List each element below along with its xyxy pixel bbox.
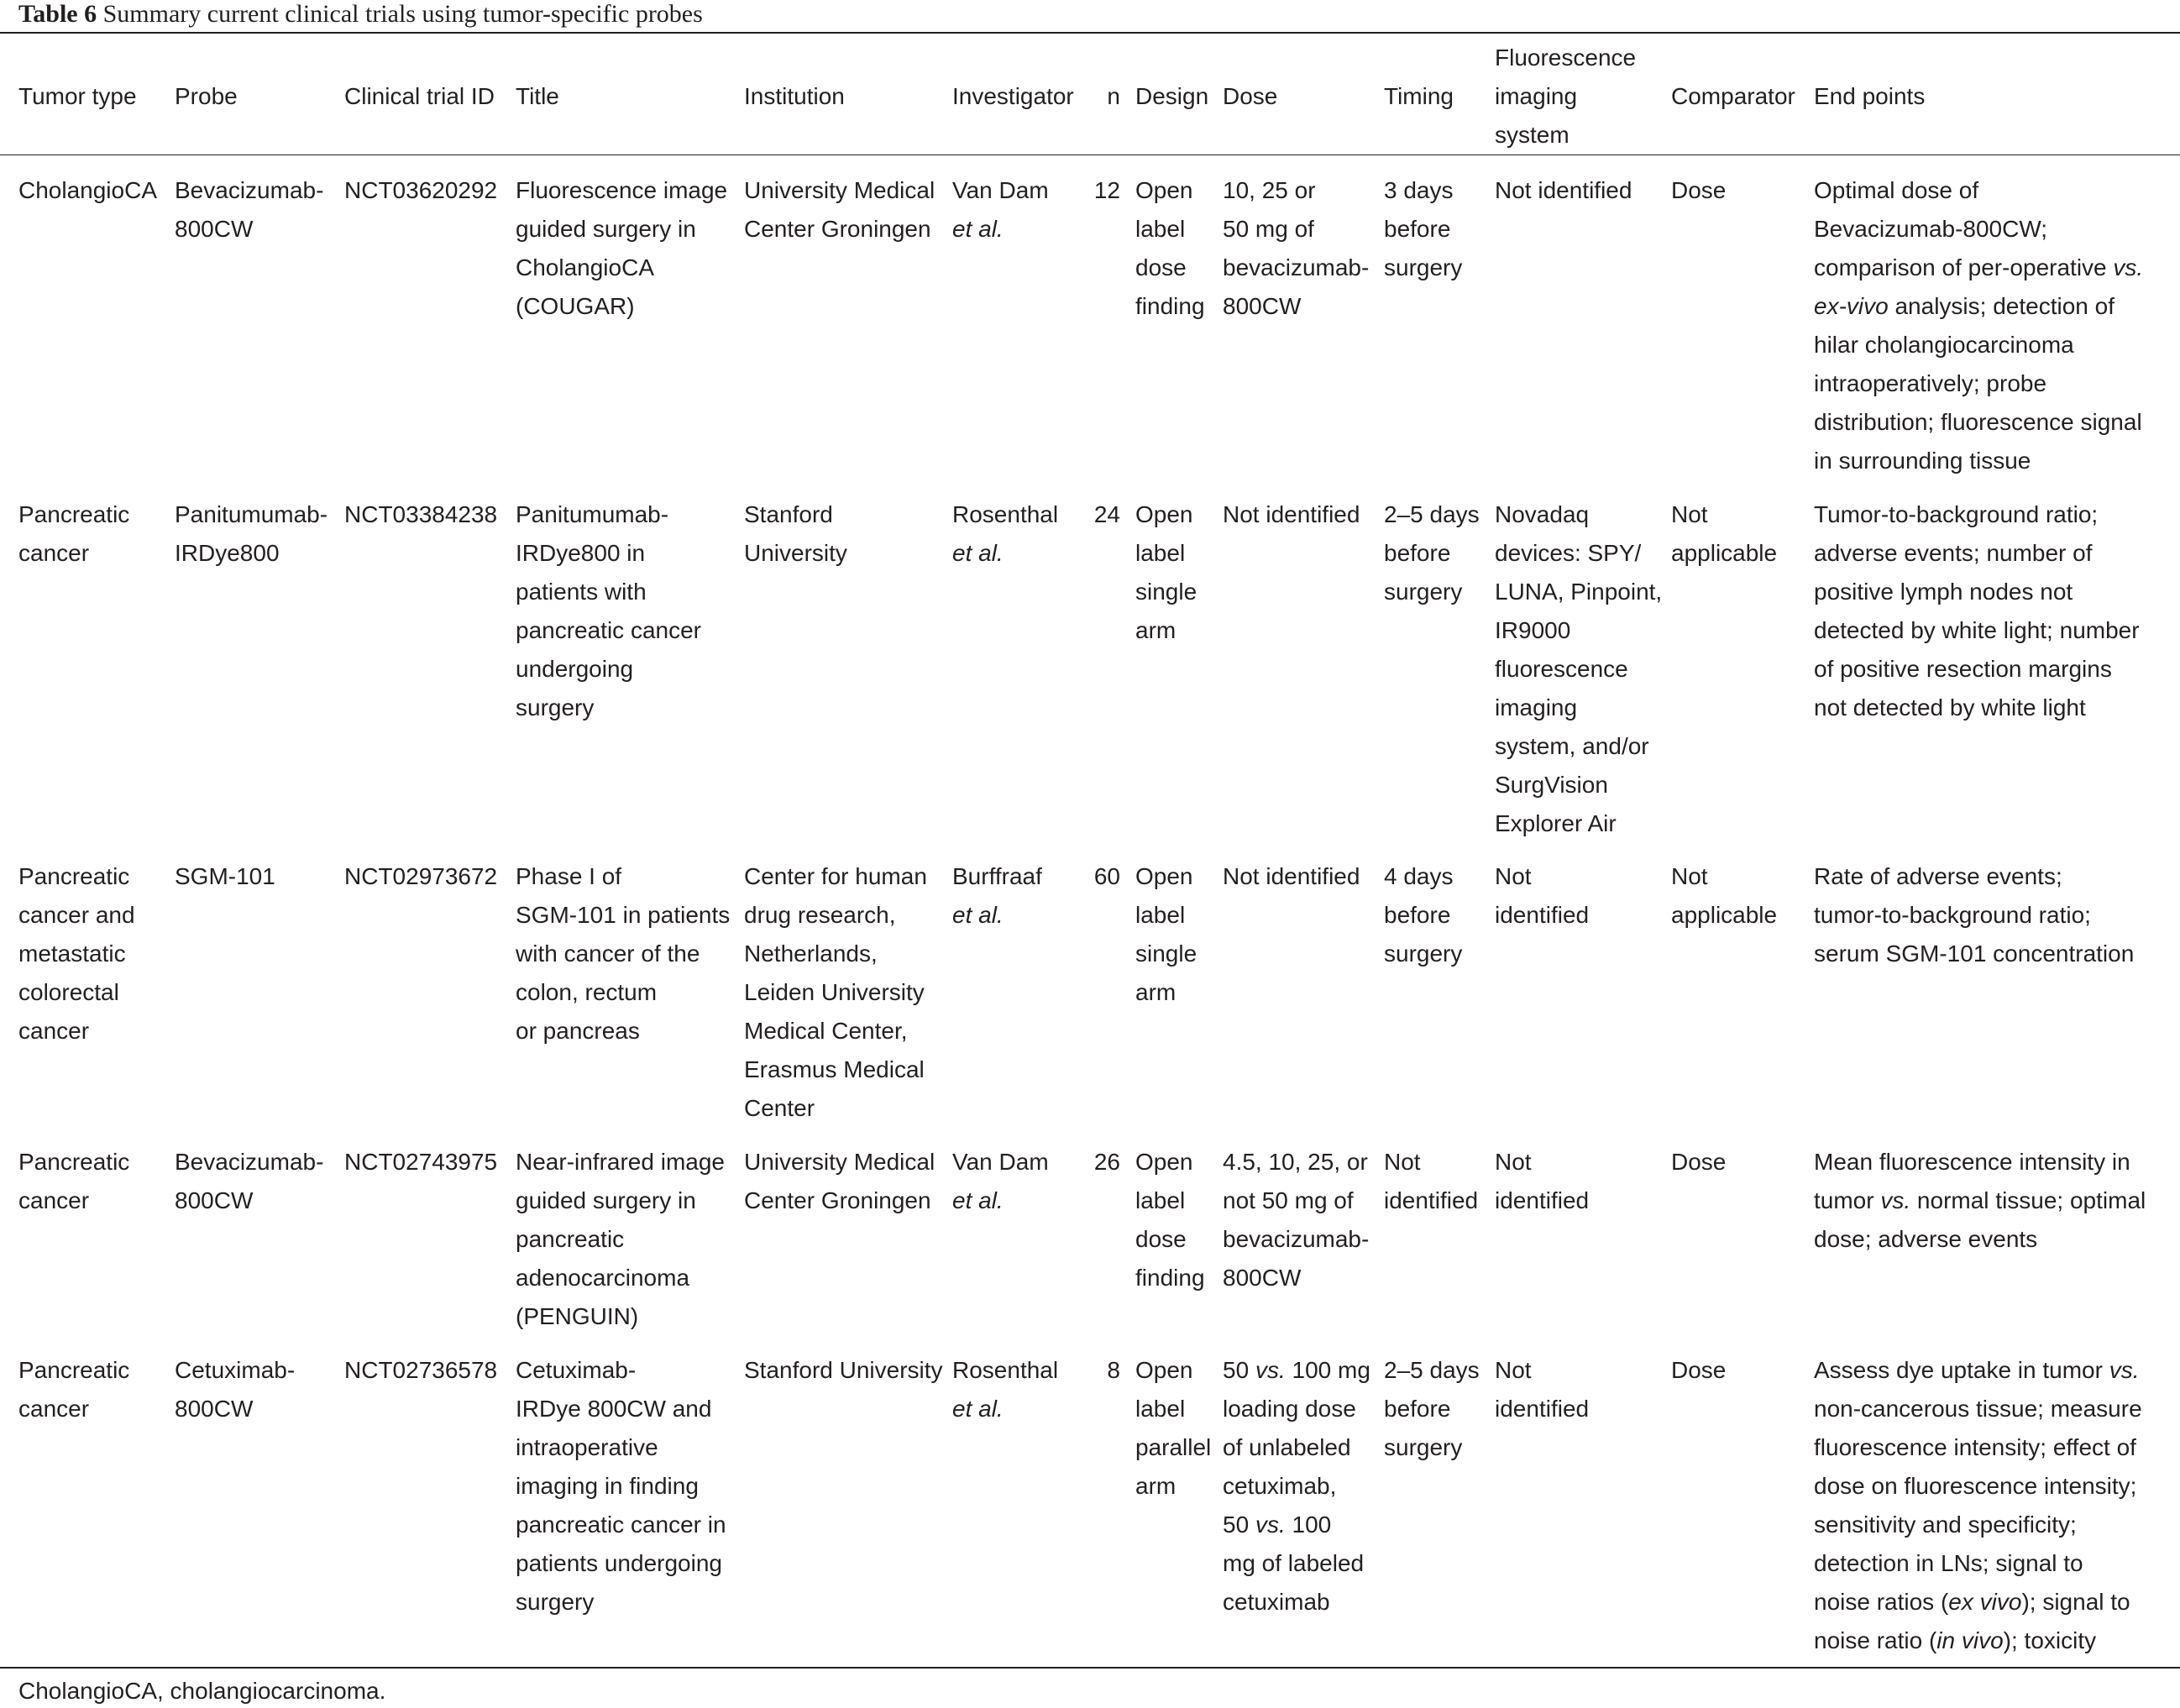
cell-text: surgery	[516, 1589, 595, 1615]
cell-text: drug research,	[744, 902, 896, 928]
cell-text: fluorescence intensity; effect of	[1814, 1434, 2136, 1460]
cell-text: CholangioCA	[18, 177, 157, 203]
header-comparator	[1671, 77, 1795, 116]
table-cell-comparator	[1671, 857, 1777, 935]
cell-text: parallel	[1135, 1434, 1212, 1460]
cell-text: NCT03620292	[344, 177, 498, 203]
header-title	[516, 77, 559, 116]
table-cell-tumor-type	[18, 1351, 129, 1428]
cell-text: Not	[1671, 501, 1708, 527]
cell-text: dose	[1135, 1226, 1187, 1252]
cell-text: Pancreatic	[18, 501, 130, 527]
header-label: n	[1107, 83, 1120, 109]
cell-text: NCT02743975	[344, 1149, 498, 1175]
cell-text: Assess dye uptake in tumor vs.	[1814, 1357, 2140, 1383]
cell-text: NCT03384238	[344, 501, 498, 527]
table-cell-design	[1135, 1351, 1211, 1506]
cell-text: Fluorescence image	[516, 177, 728, 203]
cell-text: tumor-to-background ratio;	[1814, 902, 2091, 928]
cell-text: comparison of per-operative vs.	[1814, 254, 2144, 280]
header-label: Institution	[744, 83, 845, 109]
cell-text: Center	[744, 1095, 815, 1121]
cell-text: Optimal dose of	[1814, 177, 1979, 203]
cell-text: label	[1135, 216, 1186, 242]
cell-text: 60	[1093, 863, 1120, 889]
table-cell-investigator	[952, 171, 1049, 249]
header-label: system	[1495, 122, 1569, 148]
cell-text: 4.5, 10, 25, or	[1223, 1149, 1368, 1175]
cell-text: surgery	[1384, 579, 1463, 605]
header-trial-id	[344, 77, 495, 116]
cell-text: applicable	[1671, 540, 1778, 566]
cell-text: Bevacizumab-	[175, 177, 324, 203]
cell-text: dose; adverse events	[1814, 1226, 2038, 1252]
cell-text: label	[1135, 1187, 1186, 1213]
table-cell-imaging	[1495, 1143, 1589, 1220]
table-cell-end-points	[1814, 171, 2143, 480]
header-n	[1080, 77, 1120, 116]
cell-text: Center Groningen	[744, 1187, 931, 1213]
table-cell-institution	[744, 495, 847, 573]
cell-text: dose on fluorescence intensity;	[1814, 1473, 2137, 1499]
table-cell-institution	[744, 1143, 935, 1220]
cell-text: (COUGAR)	[516, 293, 635, 319]
header-imaging	[1495, 39, 1636, 155]
cell-text: not detected by white light	[1814, 694, 2086, 720]
table-cell-comparator	[1671, 495, 1777, 573]
table-cell-tumor-type	[18, 495, 129, 573]
cell-text: bevacizumab-	[1223, 254, 1370, 280]
cell-text: et al.	[952, 1396, 1004, 1422]
table-cell-n	[1080, 495, 1120, 534]
cell-text: NCT02736578	[344, 1357, 498, 1383]
table-cell-n	[1080, 1143, 1120, 1181]
cell-text: before	[1384, 216, 1451, 242]
header-end-points	[1814, 77, 1925, 116]
table-cell-design	[1135, 171, 1205, 326]
table-cell-probe	[175, 1351, 295, 1428]
cell-text: cetuximab,	[1223, 1473, 1337, 1499]
cell-text: cancer	[18, 1187, 90, 1213]
cell-text: Open	[1135, 863, 1193, 889]
table-cell-dose	[1223, 1351, 1370, 1622]
header-label: Investigator	[952, 83, 1074, 109]
cell-text: mg of labeled	[1223, 1550, 1365, 1576]
cell-text: Pancreatic	[18, 1357, 130, 1383]
cell-text: Center Groningen	[744, 216, 931, 242]
cell-text: 4 days	[1384, 863, 1454, 889]
cell-text: Center for human	[744, 863, 927, 889]
cell-text: before	[1384, 540, 1451, 566]
cell-text: dose	[1135, 254, 1187, 280]
table-cell-end-points	[1814, 1143, 2146, 1259]
table-cell-end-points	[1814, 1351, 2142, 1660]
table-cell-n	[1080, 171, 1120, 210]
cell-text: University Medical	[744, 177, 935, 203]
cell-text: LUNA, Pinpoint,	[1495, 579, 1663, 605]
cell-text: IRDye 800CW and	[516, 1396, 712, 1422]
cell-text: before	[1384, 902, 1451, 928]
cell-text: IR9000	[1495, 617, 1571, 643]
header-probe	[175, 77, 238, 116]
cell-text: identified	[1495, 902, 1590, 928]
cell-text: Not	[1671, 863, 1708, 889]
cell-text: intraoperative	[516, 1434, 658, 1460]
cell-text: IRDye800	[175, 540, 280, 566]
table-cell-timing	[1384, 857, 1462, 973]
cell-text: colon, rectum	[516, 979, 658, 1005]
cell-text: 2–5 days	[1384, 1357, 1480, 1383]
cell-text: cancer	[18, 1396, 90, 1422]
table-cell-trial-id	[344, 1143, 497, 1181]
cell-text: 10, 25 or	[1223, 177, 1316, 203]
table-cell-investigator	[952, 1351, 1058, 1428]
table-cell-imaging	[1495, 857, 1589, 935]
table-cell-timing	[1384, 1143, 1478, 1220]
cell-text: Netherlands,	[744, 940, 878, 967]
cell-text: et al.	[952, 1187, 1004, 1213]
cell-text: 2–5 days	[1384, 501, 1480, 527]
header-label: imaging	[1495, 83, 1578, 109]
table-cell-institution	[744, 1351, 943, 1390]
table-cell-trial-id	[344, 857, 497, 896]
cell-text: finding	[1135, 293, 1205, 319]
table-cell-dose	[1223, 495, 1360, 534]
cell-text: colorectal	[18, 979, 119, 1005]
cell-text: 24	[1093, 501, 1120, 527]
cell-text: Dose	[1671, 1357, 1727, 1383]
cell-text: fluorescence	[1495, 656, 1628, 682]
table-cell-timing	[1384, 495, 1480, 611]
table-footnote: CholangioCA, cholangiocarcinoma.	[18, 1678, 386, 1704]
table-cell-trial-id	[344, 171, 497, 210]
header-institution	[744, 77, 845, 116]
header-label: Timing	[1384, 83, 1454, 109]
cell-text: loading dose	[1223, 1396, 1356, 1422]
cell-text: 800CW	[1223, 293, 1302, 319]
cell-text: 50 mg of	[1223, 216, 1314, 242]
table-cell-dose	[1223, 1143, 1369, 1297]
cell-text: patients undergoing	[516, 1550, 722, 1576]
cell-text: hilar cholangiocarcinoma	[1814, 332, 2074, 358]
cell-text: of unlabeled	[1223, 1434, 1351, 1460]
cell-text: not 50 mg of	[1223, 1187, 1354, 1213]
cell-text: Dose	[1671, 177, 1727, 203]
cell-text: Pancreatic	[18, 1149, 130, 1175]
header-tumor-type	[18, 77, 137, 116]
table-cell-title	[516, 1143, 725, 1336]
cell-text: et al.	[952, 902, 1004, 928]
cell-text: applicable	[1671, 902, 1778, 928]
cell-text: detected by white light; number	[1814, 617, 2140, 643]
cell-text: non-cancerous tissue; measure	[1814, 1396, 2142, 1422]
header-label: Tumor type	[18, 83, 137, 109]
table-cell-design	[1135, 495, 1197, 650]
cell-text: 26	[1093, 1149, 1120, 1175]
cell-text: Rosenthal	[952, 501, 1059, 527]
table-cell-probe	[175, 495, 328, 573]
cell-text: patients with	[516, 579, 647, 605]
cell-text: Pancreatic	[18, 863, 130, 889]
table-cell-title	[516, 1351, 726, 1622]
cell-text: Medical Center,	[744, 1018, 908, 1044]
header-label: End points	[1814, 83, 1926, 109]
cell-text: Cetuximab-	[516, 1357, 637, 1383]
cell-text: imaging	[1495, 694, 1578, 720]
cell-text: Not	[1495, 1149, 1532, 1175]
cell-text: pancreatic cancer	[516, 617, 702, 643]
table-cell-imaging	[1495, 1351, 1589, 1428]
table-cell-comparator	[1671, 1351, 1726, 1390]
cell-text: guided surgery in	[516, 216, 696, 242]
cell-text: Burffraaf	[952, 863, 1042, 889]
bottom-rule	[0, 1667, 2180, 1669]
cell-text: arm	[1135, 1473, 1176, 1499]
table-caption	[18, 0, 703, 29]
cell-text: ex-vivo analysis; detection of	[1814, 293, 2114, 319]
cell-text: surgery	[516, 694, 595, 720]
cell-text: noise ratios (ex vivo); signal to	[1814, 1589, 2130, 1615]
cell-text: Not	[1495, 863, 1532, 889]
table-cell-institution	[744, 857, 927, 1128]
cell-text: Rate of adverse events;	[1814, 863, 2062, 889]
cell-text: Dose	[1671, 1149, 1727, 1175]
cell-text: Bevacizumab-800CW;	[1814, 216, 2048, 242]
cell-text: imaging in finding	[516, 1473, 699, 1499]
table-cell-trial-id	[344, 495, 497, 534]
cell-text: Near-infrared image	[516, 1149, 725, 1175]
cell-text: single	[1135, 940, 1197, 967]
table-title: Summary current clinical trials using tumor-specific probes	[102, 0, 703, 28]
cell-text: tumor vs. normal tissue; optimal	[1814, 1187, 2146, 1213]
table-cell-n	[1080, 1351, 1120, 1390]
cell-text: 50 vs. 100	[1223, 1512, 1332, 1538]
cell-text: Panitumumab-	[516, 501, 669, 527]
cell-text: 50 vs. 100 mg	[1223, 1357, 1370, 1383]
cell-text: Van Dam	[952, 177, 1049, 203]
table-cell-title	[516, 171, 727, 326]
cell-text: identified	[1384, 1187, 1479, 1213]
cell-text: devices: SPY/	[1495, 540, 1642, 566]
table-cell-tumor-type	[18, 857, 135, 1050]
cell-text: Open	[1135, 177, 1193, 203]
header-timing	[1384, 77, 1454, 116]
cell-text: SurgVision	[1495, 772, 1608, 798]
cell-text: Stanford	[744, 501, 833, 527]
cell-text: distribution; fluorescence signal	[1814, 409, 2142, 435]
cell-text: cancer	[18, 540, 90, 566]
cell-text: in surrounding tissue	[1814, 448, 2031, 474]
table-cell-end-points	[1814, 857, 2134, 973]
cell-text: Rosenthal	[952, 1357, 1059, 1383]
cell-text: Stanford University	[744, 1357, 943, 1383]
cell-text: Novadaq	[1495, 501, 1590, 527]
cell-text: Not identified	[1223, 863, 1360, 889]
table-cell-comparator	[1671, 171, 1726, 210]
cell-text: identified	[1495, 1187, 1590, 1213]
cell-text: Van Dam	[952, 1149, 1049, 1175]
cell-text: cancer and	[18, 902, 135, 928]
cell-text: serum SGM-101 concentration	[1814, 940, 2135, 967]
cell-text: 800CW	[175, 1187, 254, 1213]
cell-text: Not	[1384, 1149, 1421, 1175]
cell-text: with cancer of the	[516, 940, 700, 967]
header-design	[1135, 77, 1208, 116]
cell-text: 800CW	[175, 216, 254, 242]
cell-text: surgery	[1384, 1434, 1463, 1460]
cell-text: guided surgery in	[516, 1187, 696, 1213]
cell-text: Leiden University	[744, 979, 925, 1005]
cell-text: Phase I of	[516, 863, 622, 889]
table-cell-investigator	[952, 495, 1058, 573]
cell-text: positive lymph nodes not	[1814, 579, 2073, 605]
table-cell-investigator	[952, 857, 1042, 935]
cell-text: system, and/or	[1495, 733, 1649, 759]
cell-text: Not	[1495, 1357, 1532, 1383]
cell-text: or pancreas	[516, 1018, 640, 1044]
table-cell-n	[1080, 857, 1120, 896]
cell-text: noise ratio (in vivo); toxicity	[1814, 1627, 2097, 1653]
cell-text: surgery	[1384, 254, 1463, 280]
header-label: Clinical trial ID	[344, 83, 495, 109]
cell-text: arm	[1135, 979, 1176, 1005]
table-cell-dose	[1223, 171, 1369, 326]
cell-text: single	[1135, 579, 1197, 605]
cell-text: Open	[1135, 1357, 1193, 1383]
cell-text: Open	[1135, 1149, 1193, 1175]
table-cell-design	[1135, 857, 1197, 1012]
cell-text: bevacizumab-	[1223, 1226, 1370, 1252]
table-label: Table 6	[18, 0, 97, 28]
cell-text: surgery	[1384, 940, 1463, 967]
table-cell-probe	[175, 171, 323, 249]
cell-text: Bevacizumab-	[175, 1149, 324, 1175]
cell-text: label	[1135, 902, 1186, 928]
header-label: Fluorescence	[1495, 45, 1637, 71]
header-label: Title	[516, 83, 559, 109]
cell-text: University	[744, 540, 847, 566]
cell-text: Open	[1135, 501, 1193, 527]
cell-text: Explorer Air	[1495, 810, 1617, 836]
table-cell-tumor-type	[18, 171, 157, 210]
table-cell-imaging	[1495, 495, 1662, 843]
cell-text: sensitivity and specificity;	[1814, 1512, 2077, 1538]
cell-text: 800CW	[1223, 1265, 1302, 1291]
cell-text: label	[1135, 1396, 1186, 1422]
cell-text: CholangioCA	[516, 254, 654, 280]
cell-text: IRDye800 in	[516, 540, 646, 566]
table-cell-dose	[1223, 857, 1360, 896]
cell-text: label	[1135, 540, 1186, 566]
cell-text: Mean fluorescence intensity in	[1814, 1149, 2130, 1175]
cell-text: Tumor-to-background ratio;	[1814, 501, 2099, 527]
cell-text: 3 days	[1384, 177, 1454, 203]
cell-text: pancreatic	[516, 1226, 625, 1252]
table-cell-trial-id	[344, 1351, 497, 1390]
cell-text: SGM-101 in patients	[516, 902, 731, 928]
cell-text: SGM-101	[175, 863, 275, 889]
header-investigator	[952, 77, 1074, 116]
cell-text: undergoing	[516, 656, 634, 682]
cell-text: arm	[1135, 617, 1176, 643]
top-rule	[0, 32, 2180, 34]
cell-text: Cetuximab-	[175, 1357, 296, 1383]
cell-text: et al.	[952, 540, 1004, 566]
cell-text: Panitumumab-	[175, 501, 328, 527]
cell-text: adenocarcinoma	[516, 1265, 690, 1291]
cell-text: before	[1384, 1396, 1451, 1422]
table-cell-comparator	[1671, 1143, 1726, 1181]
cell-text: of positive resection margins	[1814, 656, 2112, 682]
cell-text: (PENGUIN)	[516, 1303, 639, 1329]
table-cell-imaging	[1495, 171, 1632, 210]
header-label: Comparator	[1671, 83, 1795, 109]
table-cell-end-points	[1814, 495, 2140, 727]
cell-text: intraoperatively; probe	[1814, 370, 2047, 396]
cell-text: University Medical	[744, 1149, 935, 1175]
cell-text: identified	[1495, 1396, 1590, 1422]
cell-text: 8	[1107, 1357, 1120, 1383]
table-cell-tumor-type	[18, 1143, 129, 1220]
table-cell-design	[1135, 1143, 1205, 1297]
cell-text: 12	[1093, 177, 1120, 203]
table-cell-timing	[1384, 171, 1462, 287]
header-label: Dose	[1223, 83, 1278, 109]
cell-text: metastatic	[18, 940, 126, 967]
cell-text: cancer	[18, 1018, 90, 1044]
cell-text: finding	[1135, 1265, 1205, 1291]
table-cell-title	[516, 857, 730, 1050]
header-label: Probe	[175, 83, 238, 109]
cell-text: Not identified	[1223, 501, 1360, 527]
cell-text: detection in LNs; signal to	[1814, 1550, 2083, 1576]
cell-text: 800CW	[175, 1396, 254, 1422]
cell-text: NCT02973672	[344, 863, 498, 889]
cell-text: et al.	[952, 216, 1004, 242]
cell-text: Not identified	[1495, 177, 1632, 203]
table-cell-investigator	[952, 1143, 1049, 1220]
cell-text: pancreatic cancer in	[516, 1512, 726, 1538]
header-dose	[1223, 77, 1277, 116]
cell-text: cetuximab	[1223, 1589, 1330, 1615]
table-cell-probe	[175, 1143, 323, 1220]
cell-text: adverse events; number of	[1814, 540, 2093, 566]
table-cell-timing	[1384, 1351, 1480, 1467]
cell-text: Erasmus Medical	[744, 1056, 925, 1082]
table-cell-probe	[175, 857, 275, 896]
table-cell-institution	[744, 171, 935, 249]
header-label: Design	[1135, 83, 1209, 109]
table-cell-title	[516, 495, 701, 727]
